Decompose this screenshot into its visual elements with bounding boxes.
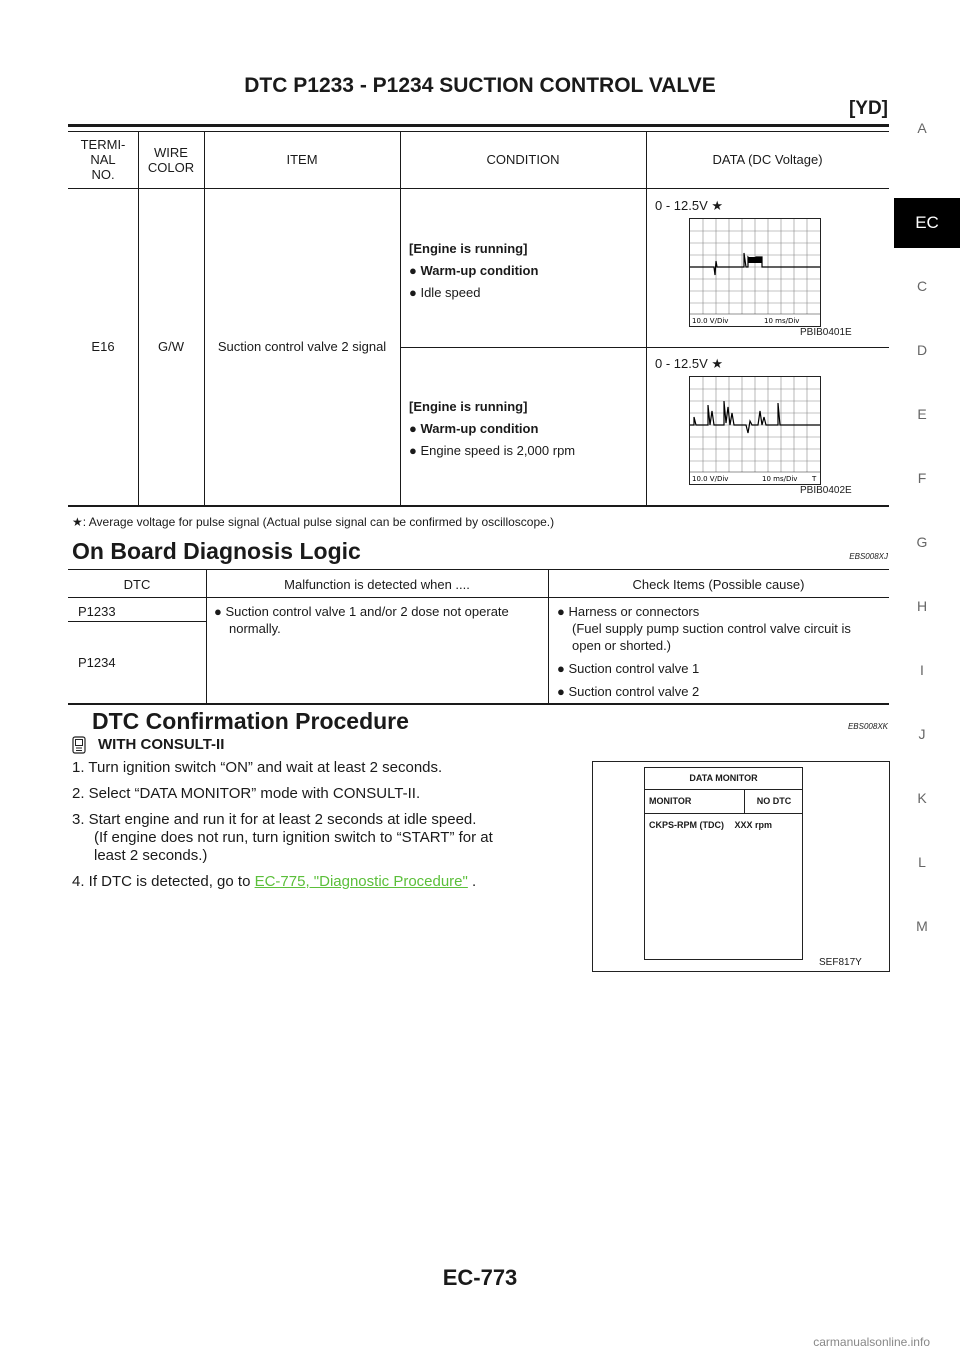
condition-row-1 [409, 238, 639, 304]
terminal-number: E16 [91, 339, 115, 354]
diagnostic-procedure-link[interactable]: EC-775, "Diagnostic Procedure" [254, 873, 468, 890]
check-items: ● Harness or connectors (Fuel supply pump suction control valve circuit is open or shorted.) ● Suction control valve 1 ● Suction control valve 2 [557, 604, 851, 699]
col-malfunction-header: Malfunction is detected when .... [284, 577, 470, 592]
star-icon: ★ [72, 515, 83, 529]
col-dtc-header: DTC [123, 577, 151, 592]
oscilloscope-1 [689, 218, 821, 327]
condition-row-2 [409, 396, 639, 462]
side-tab-k[interactable]: K [917, 790, 927, 806]
procedure-steps [72, 759, 584, 891]
condition-title: [Engine is running] [409, 241, 528, 256]
star-icon: ★ [711, 356, 724, 371]
scope-volts-div: 10.0 V/Div [692, 475, 729, 483]
watermark: carmanualsonline.info [813, 1335, 930, 1349]
figure-id: PBIB0402E [800, 485, 852, 496]
dtc-code: P1233 [78, 604, 116, 619]
obd-code: EBS008XJ [849, 552, 888, 561]
side-tab-c[interactable]: C [916, 278, 928, 294]
voltage-row-2: 0 - 12.5V ★ [655, 356, 724, 371]
scope-trigger: T [812, 475, 817, 483]
header-rule [68, 124, 889, 127]
col-condition-header: CONDITION [486, 152, 560, 167]
malfunction-text: ● Suction control valve 1 and/or 2 dose not operate normally. [214, 604, 509, 636]
side-tab-h[interactable]: H [916, 598, 928, 614]
side-tab-f[interactable]: F [917, 470, 927, 486]
col-terminal-header: TERMI- NAL NO. [80, 137, 126, 182]
side-tab-d[interactable]: D [916, 342, 928, 358]
side-tab-ec[interactable]: EC [894, 198, 960, 248]
section-label: [YD] [848, 98, 888, 119]
obd-heading: On Board Diagnosis Logic [72, 538, 361, 564]
page-number: EC-773 [442, 1265, 518, 1290]
consult-icon [72, 736, 88, 754]
data-monitor-screen [644, 767, 803, 960]
side-tab-l[interactable]: L [918, 854, 926, 870]
step-3-note: least 2 seconds.) [94, 847, 208, 864]
scope-time-div: 10 ms/Div [762, 475, 798, 483]
condition-bullet: ● Engine speed is 2,000 rpm [409, 443, 576, 458]
monitor-label: MONITOR [645, 790, 745, 813]
side-tab-i[interactable]: I [920, 662, 924, 678]
consult-subheading: WITH CONSULT-II [98, 736, 225, 753]
item-name: Suction control valve 2 signal [217, 339, 387, 354]
side-tab-e[interactable]: E [917, 406, 927, 422]
side-tab-m[interactable]: M [916, 918, 928, 934]
monitor-value: XXX rpm [734, 820, 773, 830]
data-monitor-status-row [645, 790, 802, 814]
step-1: 1. Turn ignition switch “ON” and wait at least 2 seconds. [72, 759, 443, 776]
data-monitor-figure [592, 761, 890, 972]
monitor-item-row [645, 814, 802, 836]
dtc-code: P1234 [78, 655, 116, 670]
scope-volts-div: 10.0 V/Div [692, 317, 729, 325]
col-data-header: DATA (DC Voltage) [712, 152, 823, 167]
condition-bullet: ● Idle speed [409, 285, 481, 300]
star-icon: ★ [711, 198, 724, 213]
col-wire-header: WIRE COLOR [147, 144, 195, 175]
step-3-note: (If engine does not run, turn ignition switch to “START” for at [94, 829, 493, 846]
monitor-item: CKPS-RPM (TDC) [649, 820, 724, 830]
footnote: ★: Average voltage for pulse signal (Actual pulse signal can be confirmed by oscilloscope.) [72, 515, 555, 529]
side-tab-g[interactable]: G [916, 534, 928, 550]
no-dtc-label: NO DTC [756, 796, 792, 806]
figure-id: PBIB0401E [800, 327, 852, 338]
side-tab-a[interactable]: A [917, 120, 927, 136]
side-tab-j[interactable]: J [918, 726, 926, 742]
condition-bullet: ● Warm-up condition [409, 421, 539, 436]
voltage-row-1: 0 - 12.5V ★ [655, 198, 724, 213]
col-item-header: ITEM [286, 152, 318, 167]
condition-bullet: ● Warm-up condition [409, 263, 539, 278]
page-title: DTC P1233 - P1234 SUCTION CONTROL VALVE [244, 74, 716, 97]
step-2: 2. Select “DATA MONITOR” mode with CONSULT-II. [72, 785, 421, 802]
step-4: 4. If DTC is detected, go to EC-775, "Diagnostic Procedure" . [72, 873, 477, 890]
step-3: 3. Start engine and run it for at least 2 seconds at idle speed. [72, 811, 477, 828]
figure-id: SEF817Y [819, 957, 862, 968]
data-monitor-title: DATA MONITOR [645, 768, 802, 790]
confirmation-code: EBS008XK [847, 722, 888, 731]
condition-title: [Engine is running] [409, 399, 528, 414]
scope-time-div: 10 ms/Div [764, 317, 800, 325]
oscilloscope-2 [689, 376, 821, 485]
wire-color: G/W [158, 339, 184, 354]
col-check-header: Check Items (Possible cause) [632, 577, 805, 592]
confirmation-heading: DTC Confirmation Procedure [92, 708, 409, 734]
